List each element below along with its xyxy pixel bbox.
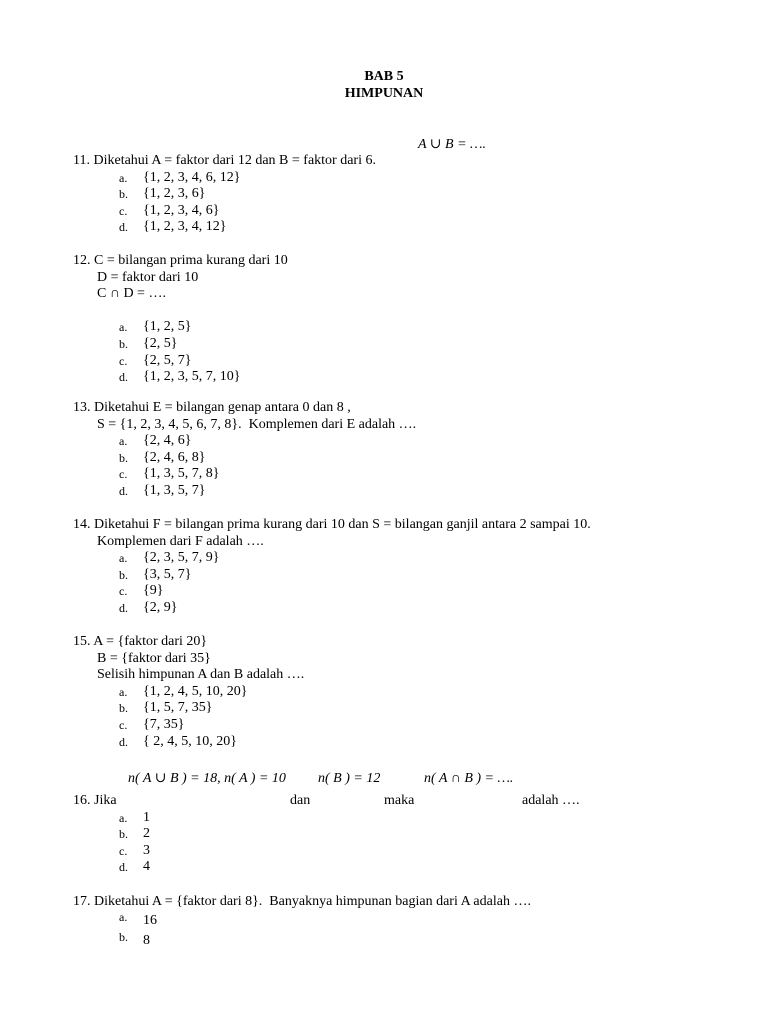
option-text: 16 <box>143 912 157 928</box>
q15-line-1: A = {faktor dari 20} <box>93 634 208 649</box>
question-12 <box>73 253 733 386</box>
option-label: d. <box>119 734 128 749</box>
option-text: {1, 3, 5, 7, 8} <box>143 466 220 482</box>
q13-option-b[interactable] <box>73 450 733 467</box>
q14-line-2: Komplemen dari F adalah …. <box>97 533 264 549</box>
q15-option-a[interactable] <box>73 684 733 701</box>
option-label: c. <box>119 843 128 858</box>
question-15 <box>73 634 733 750</box>
q15-line-2: B = {faktor dari 35} <box>97 650 211 666</box>
option-label: b. <box>119 450 128 465</box>
q16-option-c[interactable] <box>73 843 733 860</box>
q16-formula-nb: n( B ) = 12 <box>318 771 381 786</box>
q13-option-a[interactable] <box>73 433 733 450</box>
q11-option-d[interactable] <box>73 219 733 236</box>
option-text: {1, 3, 5, 7} <box>143 482 206 498</box>
q16-formula-union: n( A ∪ B ) = 18, n( A ) = 10 <box>128 771 286 786</box>
question-number: 14. <box>73 517 91 532</box>
option-text: {2, 3, 5, 7, 9} <box>143 550 220 566</box>
q14-option-b[interactable] <box>73 567 733 584</box>
option-label: a. <box>119 170 128 185</box>
q16-option-b[interactable] <box>73 826 733 843</box>
q16-option-d[interactable] <box>73 859 733 876</box>
q14-line-1: Diketahui F = bilangan prima kurang dari 10 dan S = bilangan ganjil antara 2 sampai 10. <box>94 517 591 532</box>
option-label: b. <box>119 701 128 716</box>
option-label: c. <box>119 717 128 732</box>
option-text: 4 <box>143 859 150 875</box>
q15-line-3: Selisih himpunan A dan B adalah …. <box>97 667 305 683</box>
option-label: a. <box>119 909 128 924</box>
q16-word-dan: dan <box>290 793 311 808</box>
q13-stem <box>73 400 733 417</box>
q13-line-1: Diketahui E = bilangan genap antara 0 dan 8 , <box>94 400 351 415</box>
option-text: {1, 5, 7, 35} <box>143 700 213 716</box>
option-text: {2, 4, 6, 8} <box>143 449 206 465</box>
question-number: 17. <box>73 894 91 909</box>
q15-option-c[interactable] <box>73 717 733 734</box>
question-number: 16. <box>73 793 91 808</box>
q12-option-a[interactable] <box>73 319 733 336</box>
option-label: a. <box>119 551 128 566</box>
option-text: 2 <box>143 826 150 842</box>
q13-line-2: S = {1, 2, 3, 4, 5, 6, 7, 8}. Komplemen dari E adalah …. <box>97 416 417 432</box>
q16-word-adalah: adalah …. <box>522 793 580 808</box>
q11-option-b[interactable] <box>73 186 733 203</box>
option-text: {7, 35} <box>143 716 185 732</box>
option-label: b. <box>119 929 128 944</box>
option-label: d. <box>119 483 128 498</box>
option-text: {2, 5, 7} <box>143 352 192 368</box>
option-label: a. <box>119 684 128 699</box>
q12-option-b[interactable] <box>73 336 733 353</box>
option-text: {1, 2, 3, 6} <box>143 186 206 202</box>
question-number: 12. <box>73 253 91 268</box>
q12-line-3: C ∩ D = …. <box>97 286 166 302</box>
option-text: {2, 5} <box>143 335 178 351</box>
chapter-heading: BAB 5 <box>364 69 404 84</box>
q15-option-b[interactable] <box>73 700 733 717</box>
q16-word-maka: maka <box>384 793 415 808</box>
q17-line-1: Diketahui A = {faktor dari 8}. Banyaknya himpunan bagian dari A adalah …. <box>94 894 531 909</box>
q16-formula-intersection: n( A ∩ B ) = …. <box>424 771 514 786</box>
q17-stem <box>73 894 733 911</box>
question-number: 13. <box>73 400 91 415</box>
option-text: 3 <box>143 842 150 858</box>
option-text: {1, 2, 3, 4, 12} <box>143 219 227 235</box>
q12-spacer <box>73 303 733 320</box>
option-text: {9} <box>143 583 164 599</box>
q14-stem <box>73 517 733 534</box>
q13-option-d[interactable] <box>73 483 733 500</box>
q11-option-a[interactable] <box>73 170 733 187</box>
q11-option-c[interactable] <box>73 203 733 220</box>
q13-option-c[interactable] <box>73 466 733 483</box>
option-label: b. <box>119 336 128 351</box>
q14-option-c[interactable] <box>73 583 733 600</box>
q16-option-a[interactable] <box>73 810 733 827</box>
q17-option-b[interactable] <box>73 931 733 951</box>
question-number: 11. <box>73 153 90 168</box>
option-label: b. <box>119 567 128 582</box>
option-text: {1, 2, 4, 5, 10, 20} <box>143 683 248 699</box>
q11-stem <box>73 153 733 170</box>
option-text: {3, 5, 7} <box>143 566 192 582</box>
q15-option-d[interactable] <box>73 734 733 751</box>
option-label: a. <box>119 434 128 449</box>
option-label: c. <box>119 353 128 368</box>
option-label: b. <box>119 187 128 202</box>
q12-stem <box>73 253 733 270</box>
option-text: {1, 2, 3, 5, 7, 10} <box>143 369 241 385</box>
option-label: d. <box>119 220 128 235</box>
q12-line-1: C = bilangan prima kurang dari 10 <box>94 253 288 268</box>
chapter-title: HIMPUNAN <box>344 86 424 101</box>
option-label: d. <box>119 600 128 615</box>
option-text: {2, 9} <box>143 599 178 615</box>
option-label: c. <box>119 203 128 218</box>
q16-word-jika: Jika <box>94 793 117 808</box>
option-label: d. <box>119 860 128 875</box>
q14-option-d[interactable] <box>73 600 733 617</box>
option-label: a. <box>119 320 128 335</box>
option-text: {1, 2, 5} <box>143 319 192 335</box>
q11-line-1: Diketahui A = faktor dari 12 dan B = faktor dari 6. <box>93 153 376 168</box>
option-label: d. <box>119 370 128 385</box>
q12-line-2: D = faktor dari 10 <box>97 269 199 285</box>
q14-option-a[interactable] <box>73 550 733 567</box>
question-11 <box>73 153 733 236</box>
option-text: { 2, 4, 5, 10, 20} <box>143 733 237 749</box>
question-17 <box>73 894 733 951</box>
q11-formula: A ∪ B = …. <box>418 137 486 152</box>
option-label: c. <box>119 584 128 599</box>
option-text: 8 <box>143 932 150 948</box>
option-text: {1, 2, 3, 4, 6} <box>143 202 220 218</box>
q17-option-a[interactable] <box>73 911 733 931</box>
question-14 <box>73 517 733 617</box>
option-text: {2, 4, 6} <box>143 433 192 449</box>
option-label: c. <box>119 467 128 482</box>
q12-option-c[interactable] <box>73 353 733 370</box>
option-text: {1, 2, 3, 4, 6, 12} <box>143 169 241 185</box>
question-13 <box>73 400 733 500</box>
option-text: 1 <box>143 809 150 825</box>
question-number: 15. <box>73 634 91 649</box>
q12-option-d[interactable] <box>73 369 733 386</box>
option-label: a. <box>119 810 128 825</box>
option-label: b. <box>119 827 128 842</box>
q15-stem <box>73 634 733 651</box>
